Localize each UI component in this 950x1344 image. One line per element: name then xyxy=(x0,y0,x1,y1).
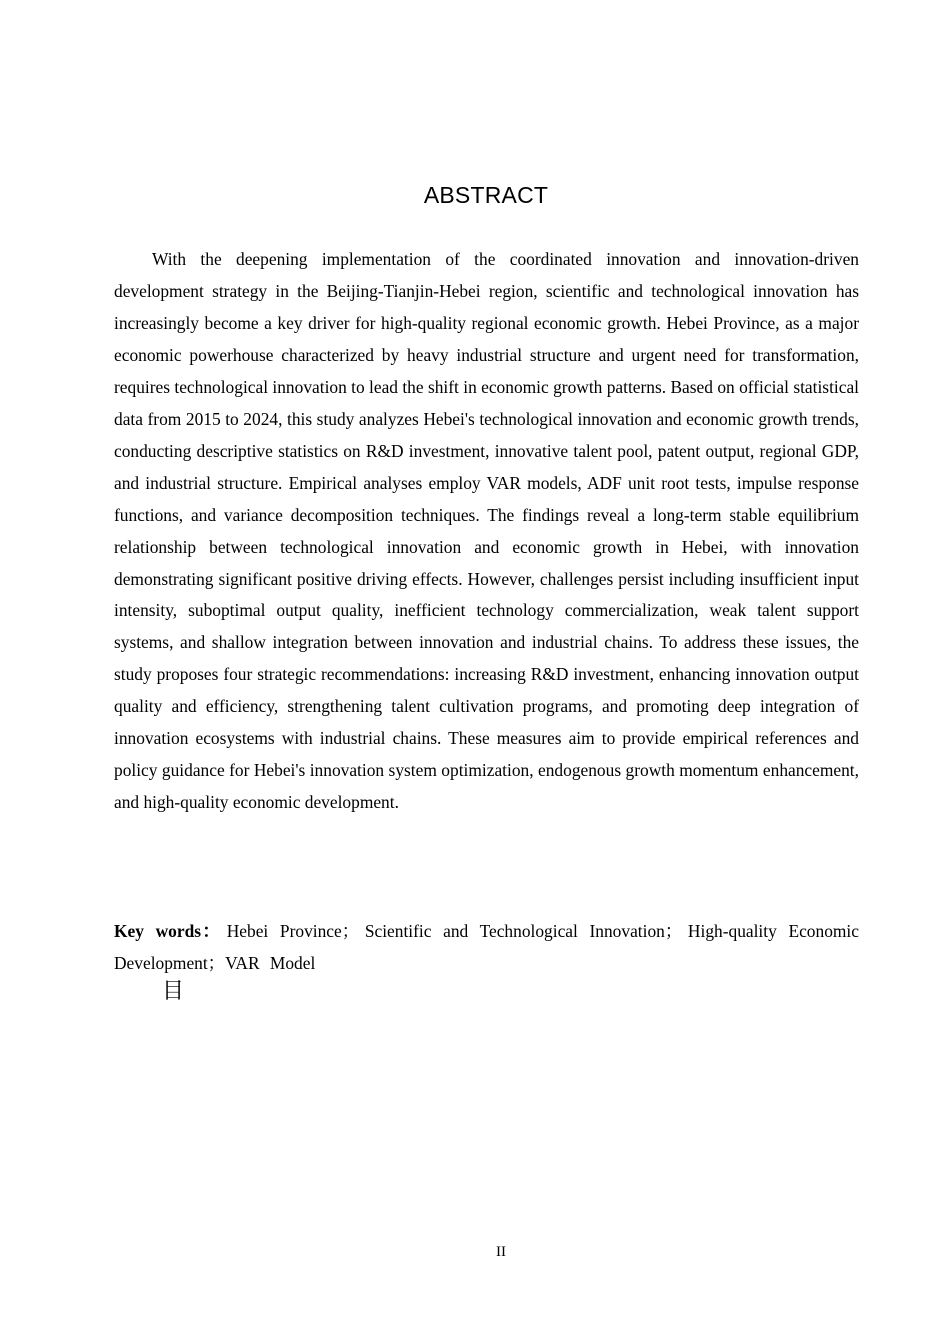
keyword-item: Hebei Province； xyxy=(226,921,360,941)
keywords-label: Key words： xyxy=(114,921,222,941)
page-number: II xyxy=(496,1244,506,1260)
abstract-body: With the deepening implementation of the coordinated innovation and innovation-driven development strategy in the Beijing-Tianjin-Hebei region, scientific and technological innovation has increasingly become a key driver for high-quality regional economic growth. Hebei Province, as a major economic powerhouse characterized by heavy industrial structure and urgent need for transformation, requires technological innovation to lead the shift in economic growth patterns. Based on official statistical data from 2015 to 2024, this study analyzes Hebei's technological innovation and economic growth trends, conducting descriptive statistics on R&D investment, innovative talent pool, patent output, regional GDP, and industrial structure. Empirical analyses employ VAR models, ADF unit root tests, impulse response functions, and variance decomposition techniques. The findings reveal a long-term stable equilibrium relationship between technological innovation and economic growth in Hebei, with innovation demonstrating significant positive driving effects. However, challenges persist including insufficient input intensity, suboptimal output quality, inefficient technology commercialization, weak talent support systems, and shallow integration between innovation and industrial chains. To address these issues, the study proposes four strategic recommendations: increasing R&D investment, enhancing innovation output quality and efficiency, strengthening talent cultivation programs, and promoting deep integration of innovation ecosystems with industrial chains. These measures aim to provide empirical references and policy guidance for Hebei's innovation system optimization, endogenous growth momentum enhancement, and high-quality economic development. xyxy=(114,249,859,813)
keywords-section xyxy=(114,915,859,979)
keyword-item: High-quality Economic Development； xyxy=(114,921,859,973)
keyword-item: VAR Model xyxy=(225,953,316,973)
keyword-item: Scientific and Technological Innovation； xyxy=(364,921,683,941)
abstract-title: ABSTRACT xyxy=(423,182,549,208)
toc-heading-fragment: 目 xyxy=(162,979,185,1004)
